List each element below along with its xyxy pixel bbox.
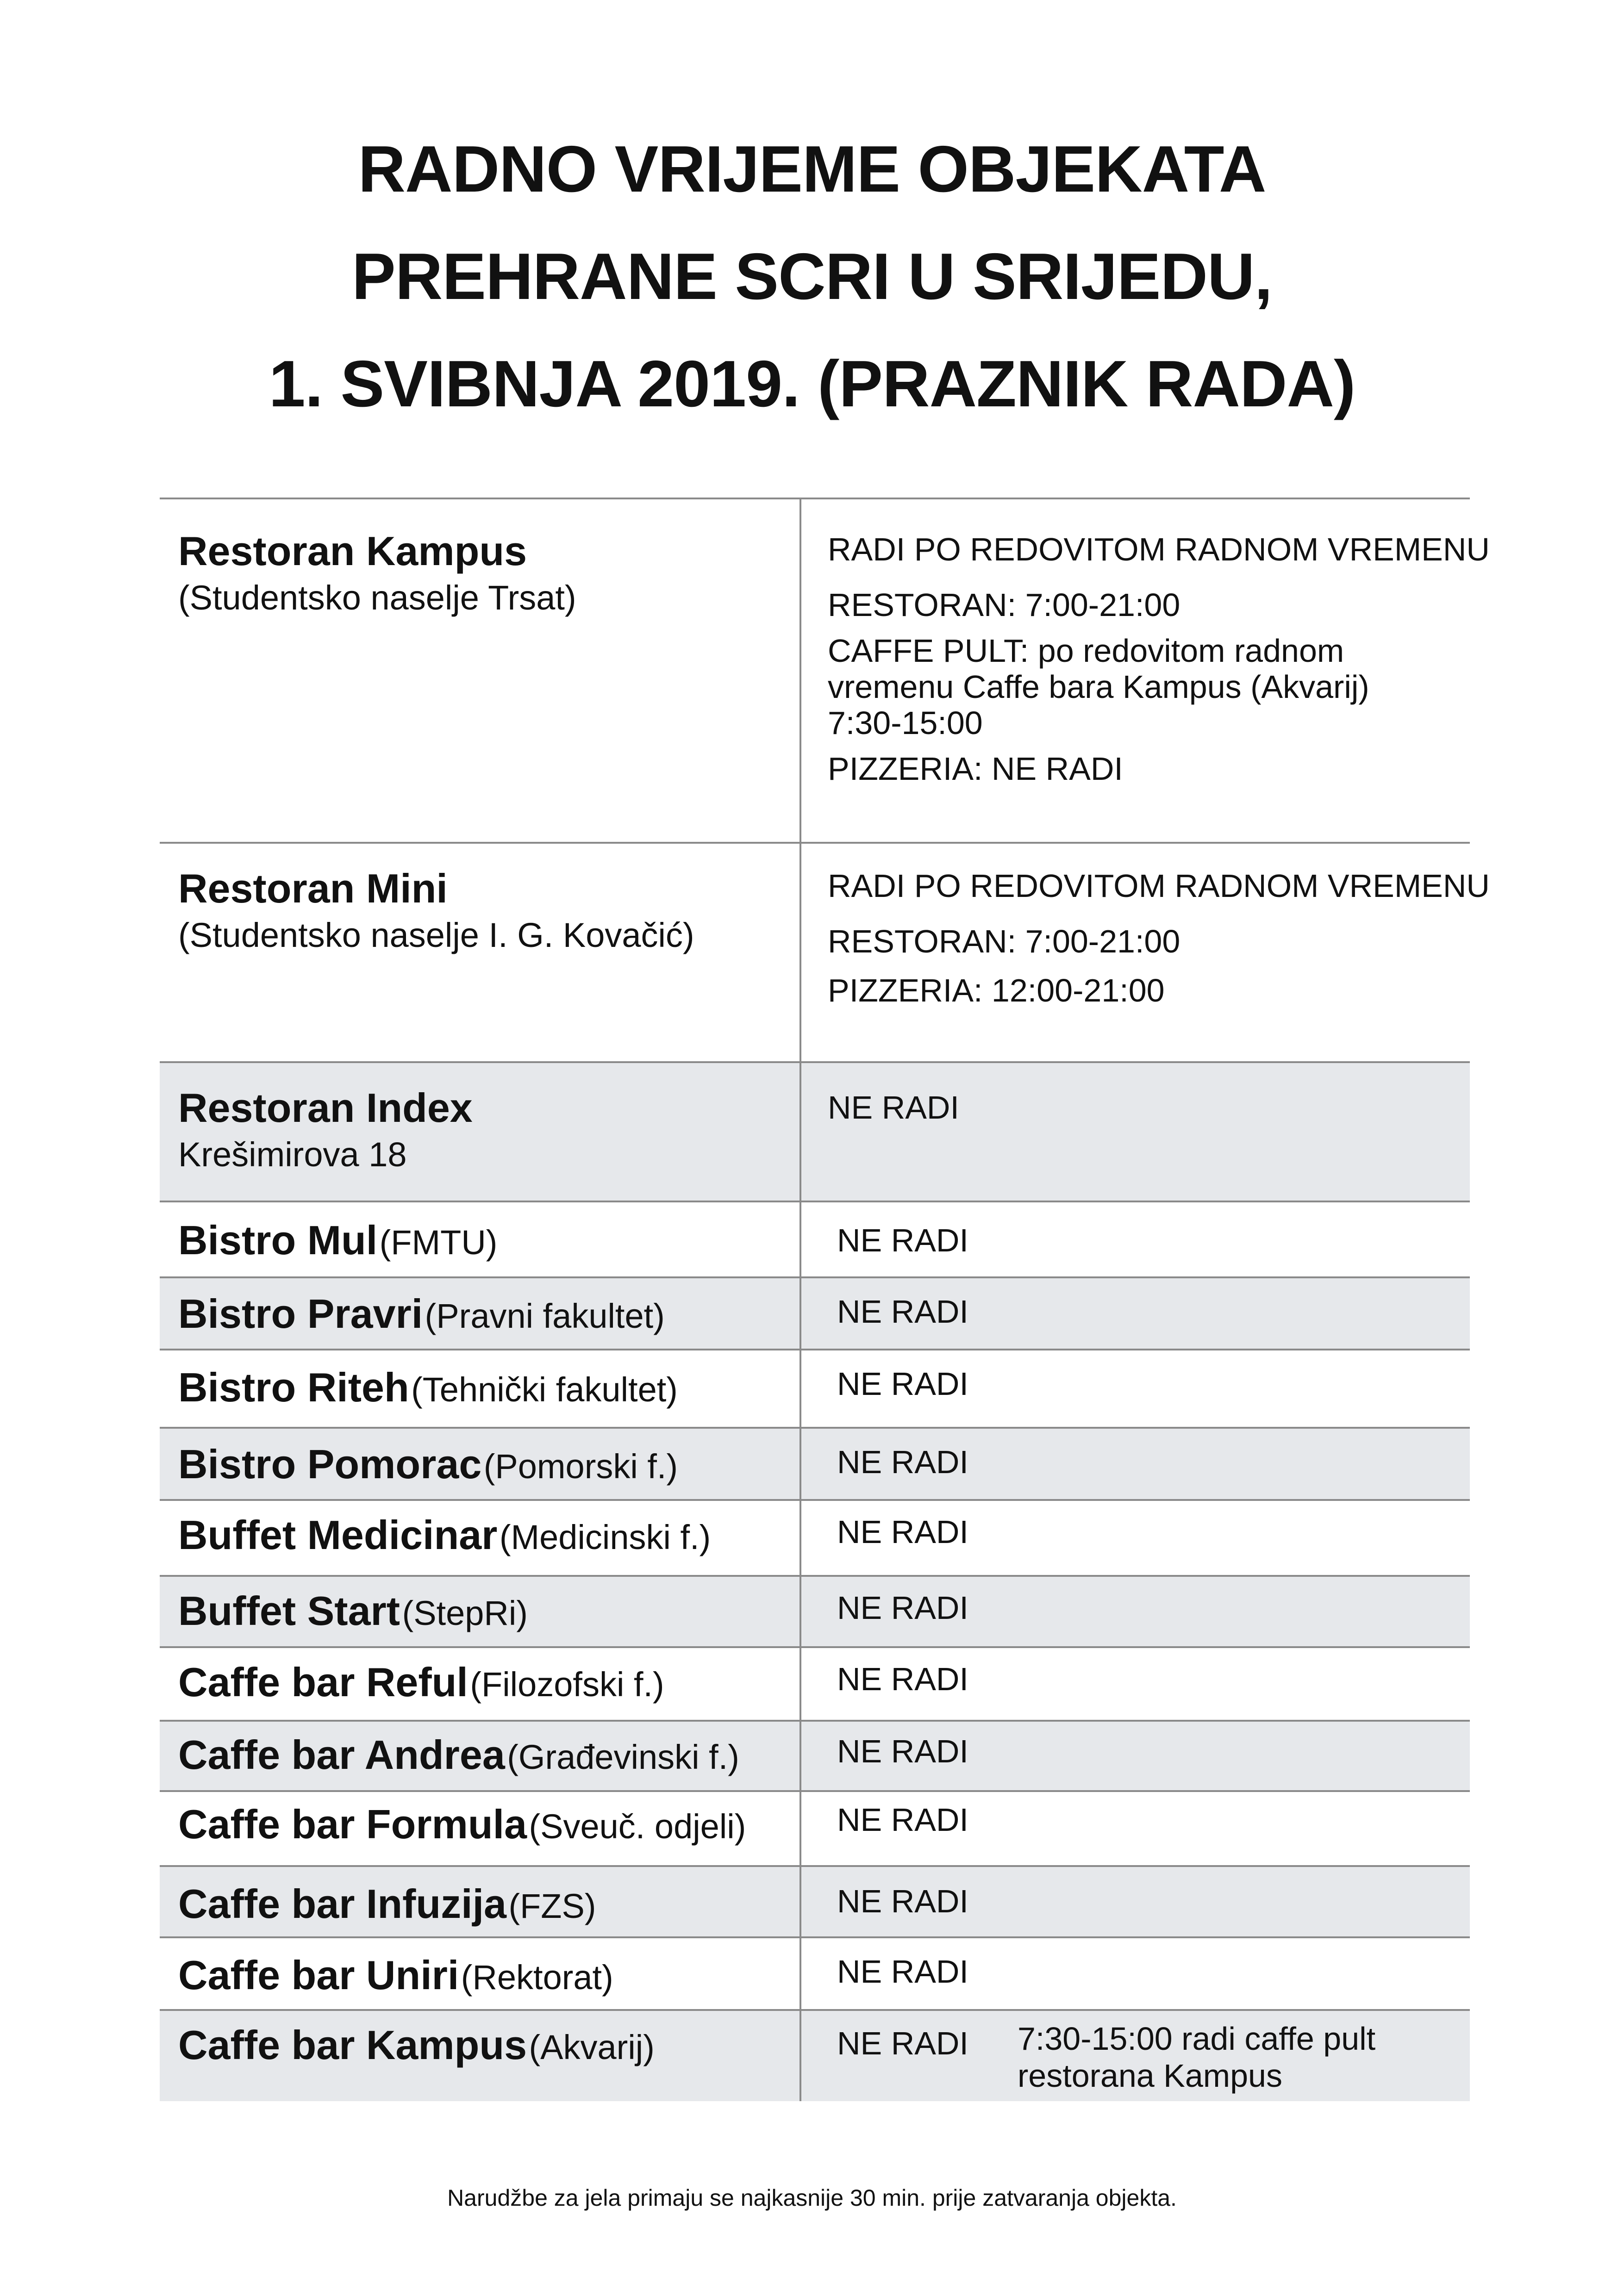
venue-name: Restoran Index: [178, 1085, 473, 1131]
venue-cell: [178, 1731, 739, 1791]
status-text: NE RADI: [837, 1222, 968, 1258]
status-line: 7:30-15:00: [828, 705, 983, 741]
venue-cell: [178, 1363, 678, 1424]
venue-cell: [178, 1511, 711, 1571]
venue-location: (Tehnički fakultet): [411, 1370, 678, 1409]
status-text: NE RADI: [837, 1514, 968, 1550]
venue-cell: [178, 1658, 664, 1718]
status-line: RADI PO REDOVITOM RADNOM VREMENU: [828, 531, 1490, 567]
table-row: [160, 1867, 1470, 1938]
footnote: Narudžbe za jela primaju se najkasnije 30 min. prije zatvaranja objekta.: [447, 2185, 1177, 2211]
venue-name: Bistro Mul: [178, 1217, 378, 1263]
table-row: [160, 1792, 1470, 1867]
venue-name: Bistro Pomorac: [178, 1441, 482, 1487]
venue-location: (FMTU): [379, 1223, 498, 1262]
status-text: NE RADI: [837, 1954, 968, 1990]
venue-cell: [178, 1216, 497, 1276]
status-text: NE RADI: [837, 1883, 968, 1919]
venue-location: (StepRi): [402, 1594, 528, 1632]
status-line: RESTORAN: 7:00-21:00: [828, 587, 1181, 623]
note-line: restorana Kampus: [1018, 2058, 1282, 2094]
hours-cell: [828, 865, 1490, 1012]
title-line-2: PREHRANE SCRI U SRIJEDU,: [352, 240, 1272, 313]
table-row: [160, 1202, 1470, 1278]
table-row: [160, 1278, 1470, 1350]
venue-location: (Medicinski f.): [499, 1518, 711, 1556]
page-title: [0, 116, 1624, 438]
venue-cell: [178, 1800, 746, 1860]
venue-location: (Rektorat): [461, 1958, 613, 1997]
title-line-1: RADNO VRIJEME OBJEKATA: [358, 132, 1266, 206]
venue-name: Caffe bar Uniri: [178, 1952, 459, 1998]
venue-location: (Pravni fakultet): [425, 1297, 665, 1335]
venue-cell: [178, 1440, 678, 1500]
status-line: PIZZERIA: 12:00-21:00: [828, 972, 1165, 1008]
status-line: RADI PO REDOVITOM RADNOM VREMENU: [828, 868, 1490, 904]
status-text: NE RADI: [837, 1590, 968, 1626]
venue-name: Buffet Medicinar: [178, 1512, 498, 1558]
venue-name: Caffe bar Andrea: [178, 1732, 505, 1778]
table-row: [160, 1350, 1470, 1429]
title-line-3: 1. SVIBNJA 2019. (PRAZNIK RADA): [269, 347, 1355, 421]
table-row: [160, 1501, 1470, 1577]
venue-cell: [178, 1084, 473, 1177]
venue-note: [1018, 2020, 1375, 2094]
table-row: [160, 844, 1490, 1063]
venue-location: (Studentsko naselje I. G. Kovačić): [178, 916, 694, 954]
venue-name: Restoran Kampus: [178, 528, 527, 574]
table-row: [160, 1063, 1470, 1202]
venue-cell: [178, 1587, 528, 1647]
status-text: NE RADI: [837, 2025, 968, 2061]
hours-table: [160, 498, 1490, 2101]
venue-name: Caffe bar Formula: [178, 1801, 527, 1847]
venue-name: Caffe bar Infuzija: [178, 1881, 506, 1927]
venue-location: Krešimirova 18: [178, 1135, 407, 1174]
venue-name: Bistro Riteh: [178, 1364, 409, 1410]
status-line: vremenu Caffe bara Kampus (Akvarij): [828, 669, 1369, 705]
venue-cell: [178, 1880, 596, 1940]
status-line: CAFFE PULT: po redovitom radnom: [828, 633, 1344, 669]
table-row: [160, 1722, 1470, 1792]
venue-location: (Sveuč. odjeli): [529, 1807, 746, 1846]
venue-location: (Akvarij): [529, 2028, 655, 2066]
status-line: RESTORAN: 7:00-21:00: [828, 923, 1181, 959]
status-line: PIZZERIA: NE RADI: [828, 751, 1123, 787]
venue-cell: [178, 527, 576, 621]
table-row: [160, 1648, 1470, 1722]
status-text: NE RADI: [828, 1089, 959, 1126]
status-text: NE RADI: [837, 1366, 968, 1402]
venue-name: Caffe bar Kampus: [178, 2022, 527, 2068]
table-row: [160, 1577, 1470, 1648]
table-row: [160, 1429, 1470, 1501]
venue-location: (FZS): [508, 1887, 596, 1925]
table-row: [160, 499, 1490, 844]
status-text: NE RADI: [837, 1733, 968, 1769]
hours-cell: [828, 528, 1490, 790]
status-text: NE RADI: [837, 1444, 968, 1480]
table-row: [160, 2011, 1470, 2101]
venue-cell: [178, 2021, 655, 2081]
venue-location: (Građevinski f.): [507, 1738, 739, 1776]
venue-name: Restoran Mini: [178, 865, 448, 911]
table-row: [160, 1938, 1470, 2011]
status-text: NE RADI: [837, 1802, 968, 1838]
venue-name: Bistro Pravri: [178, 1291, 423, 1337]
venue-cell: [178, 865, 694, 958]
status-text: NE RADI: [837, 1661, 968, 1697]
note-line: 7:30-15:00 radi caffe pult: [1018, 2021, 1376, 2057]
venue-cell: [178, 1290, 665, 1350]
venue-location: (Filozofski f.): [470, 1665, 664, 1704]
status-text: NE RADI: [837, 1294, 968, 1330]
venue-location: (Studentsko naselje Trsat): [178, 579, 576, 617]
venue-name: Buffet Start: [178, 1588, 400, 1634]
venue-cell: [178, 1951, 613, 2011]
venue-location: (Pomorski f.): [483, 1447, 678, 1486]
venue-name: Caffe bar Reful: [178, 1659, 468, 1705]
